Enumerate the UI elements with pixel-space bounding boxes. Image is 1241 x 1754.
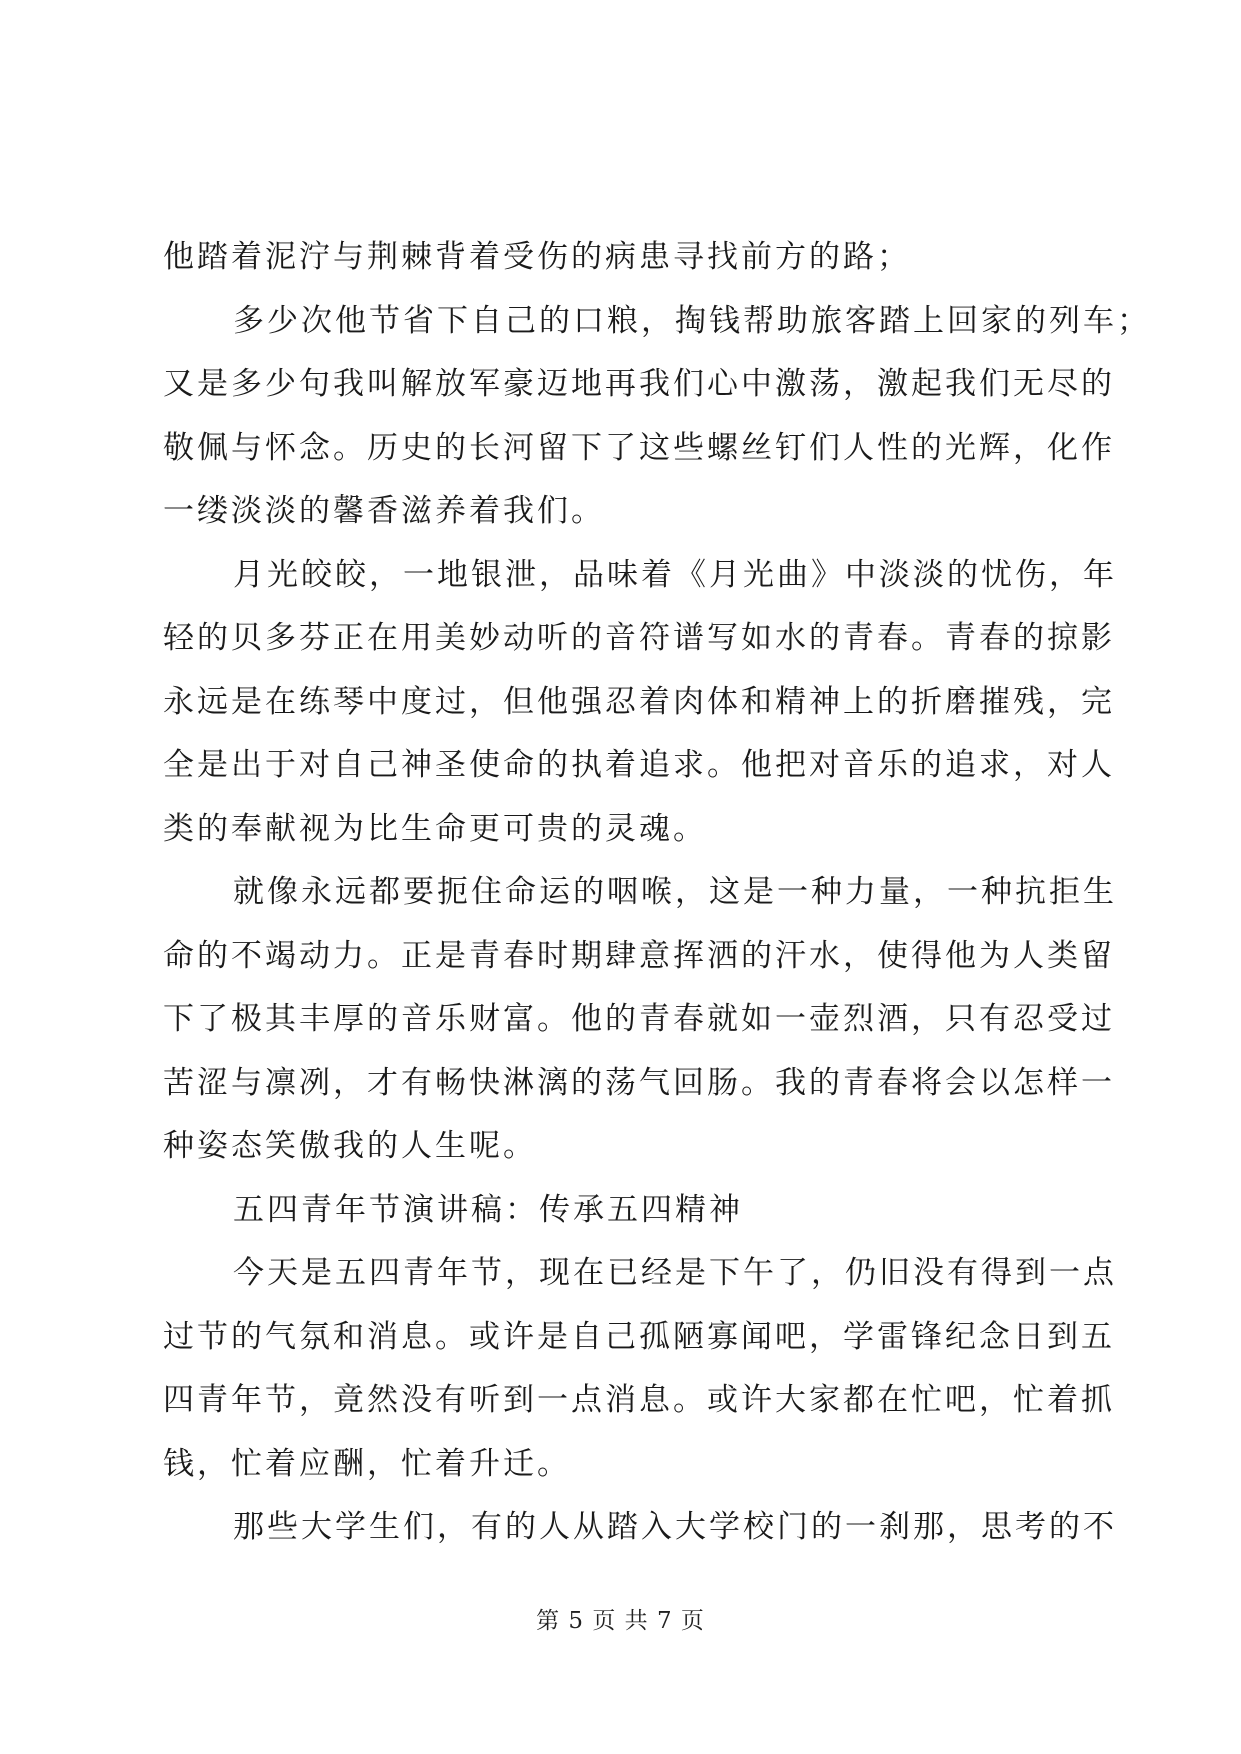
body-text (163, 226, 1151, 1560)
text-line: 那些大学生们，有的人从踏入大学校门的一刹那，思考的不 (233, 1509, 1117, 1545)
text-line: 一缕淡淡的馨香滋养着我们。 (163, 493, 605, 529)
text-line: 又是多少句我叫解放军豪迈地再我们心中激荡，激起我们无尽的 (163, 366, 1115, 402)
text-line: 敬佩与怀念。历史的长河留下了这些螺丝钉们人性的光辉，化作 (163, 429, 1115, 466)
text-line: 就像永远都要扼住命运的咽喉，这是一种力量，一种抗拒生 (233, 874, 1117, 910)
text-line: 永远是在练琴中度过，但他强忍着肉体和精神上的折磨摧残，完 (163, 683, 1115, 720)
text-line: 今天是五四青年节，现在已经是下午了，仍旧没有得到一点 (233, 1255, 1117, 1291)
text-line: 过节的气氛和消息。或许是自己孤陋寡闻吧，学雷锋纪念日到五 (163, 1318, 1115, 1355)
text-line: 轻的贝多芬正在用美妙动听的音符谱写如水的青春。青春的掠影 (163, 620, 1115, 656)
text-line: 类的奉献视为比生命更可贵的灵魂。 (163, 810, 707, 847)
text-line: 苦涩与凛冽，才有畅快淋漓的荡气回肠。我的青春将会以怎样一 (163, 1064, 1115, 1101)
text-line: 他踏着泥泞与荆棘背着受伤的病患寻找前方的路； (163, 239, 911, 275)
text-line: 钱，忙着应酬，忙着升迁。 (163, 1445, 571, 1482)
page-number-footer: 第 5 页 共 7 页 (536, 1608, 705, 1634)
text-line: 多少次他节省下自己的口粮，掏钱帮助旅客踏上回家的列车； (233, 302, 1151, 339)
text-line: 下了极其丰厚的音乐财富。他的青春就如一壶烈酒，只有忍受过 (163, 1001, 1115, 1037)
text-line: 月光皎皎，一地银泄，品味着《月光曲》中淡淡的忧伤，年 (233, 556, 1117, 593)
text-line: 全是出于对自己神圣使命的执着追求。他把对音乐的追求，对人 (163, 747, 1115, 783)
section-heading: 五四青年节演讲稿：传承五四精神 (233, 1191, 743, 1228)
text-line: 种姿态笑傲我的人生呢。 (163, 1128, 537, 1164)
text-line: 四青年节，竟然没有听到一点消息。或许大家都在忙吧，忙着抓 (163, 1382, 1115, 1418)
text-line: 命的不竭动力。正是青春时期肆意挥洒的汗水，使得他为人类留 (163, 937, 1115, 974)
